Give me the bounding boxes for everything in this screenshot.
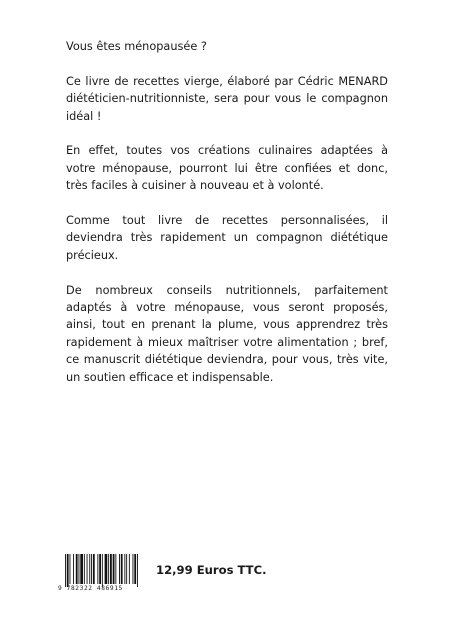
barcode-bar <box>105 554 108 584</box>
blurb-paragraph: De nombreux conseils nutritionnels, parfaitement adaptés à votre ménopause, vous seront proposés, ainsi, tout en prenant la plume, vous apprendrez très rapidement à mieux maîtriser votre alimentation ; bref, ce manuscrit diététique deviendra, pour vous, très vite, un soutien efficace et indispensable. <box>66 283 388 384</box>
blurb-paragraph: Vous êtes ménopausée ? <box>66 40 207 53</box>
barcode-bar <box>110 554 112 584</box>
barcode-bar <box>99 554 101 584</box>
barcode-bar <box>129 554 130 584</box>
barcode-bar <box>97 554 98 584</box>
barcode-bar <box>119 554 120 584</box>
barcode-bar <box>102 554 103 587</box>
barcode-bar <box>65 554 66 587</box>
barcode-bar <box>73 554 74 584</box>
barcode-bar <box>133 554 134 584</box>
blurb-paragraph: Comme tout livre de recettes personnalisées, il deviendra très rapidement un compagnon diététique précieux. <box>66 214 388 262</box>
barcode-bar <box>115 554 116 584</box>
blurb-paragraph: Ce livre de recettes vierge, élaboré par Cédric MENARD diététicien-nutritionniste, sera pour vous le compagnon idéal ! <box>66 74 388 123</box>
barcode-bar <box>137 554 138 587</box>
barcode-bar <box>124 554 125 584</box>
barcode-bar <box>113 554 115 584</box>
blurb-text <box>66 38 388 403</box>
barcode-bar <box>84 554 85 584</box>
blurb-paragraph: En effet, toutes vos créations culinaires adaptées à votre ménopause, pourront lui être confiées et donc, très faciles à cuisiner à nouveau et à volonté. <box>66 144 388 193</box>
barcode-bar <box>134 554 136 584</box>
barcode-bar <box>91 554 92 584</box>
barcode-bar <box>70 554 71 584</box>
barcode-bar <box>80 554 83 584</box>
barcode-bar <box>79 554 80 584</box>
barcode-bar <box>76 554 78 584</box>
barcode-bar <box>67 554 69 587</box>
barcode-digits: 9 782322 486915 <box>58 585 123 592</box>
barcode-bar <box>93 554 95 584</box>
barcode-bar <box>89 554 90 584</box>
barcode-bar <box>108 554 109 584</box>
barcode-bar <box>87 554 88 584</box>
barcode-bar <box>121 554 123 584</box>
barcode-bar <box>126 554 127 584</box>
price-label: 12,99 Euros TTC. <box>156 563 267 577</box>
isbn-barcode <box>58 552 154 594</box>
